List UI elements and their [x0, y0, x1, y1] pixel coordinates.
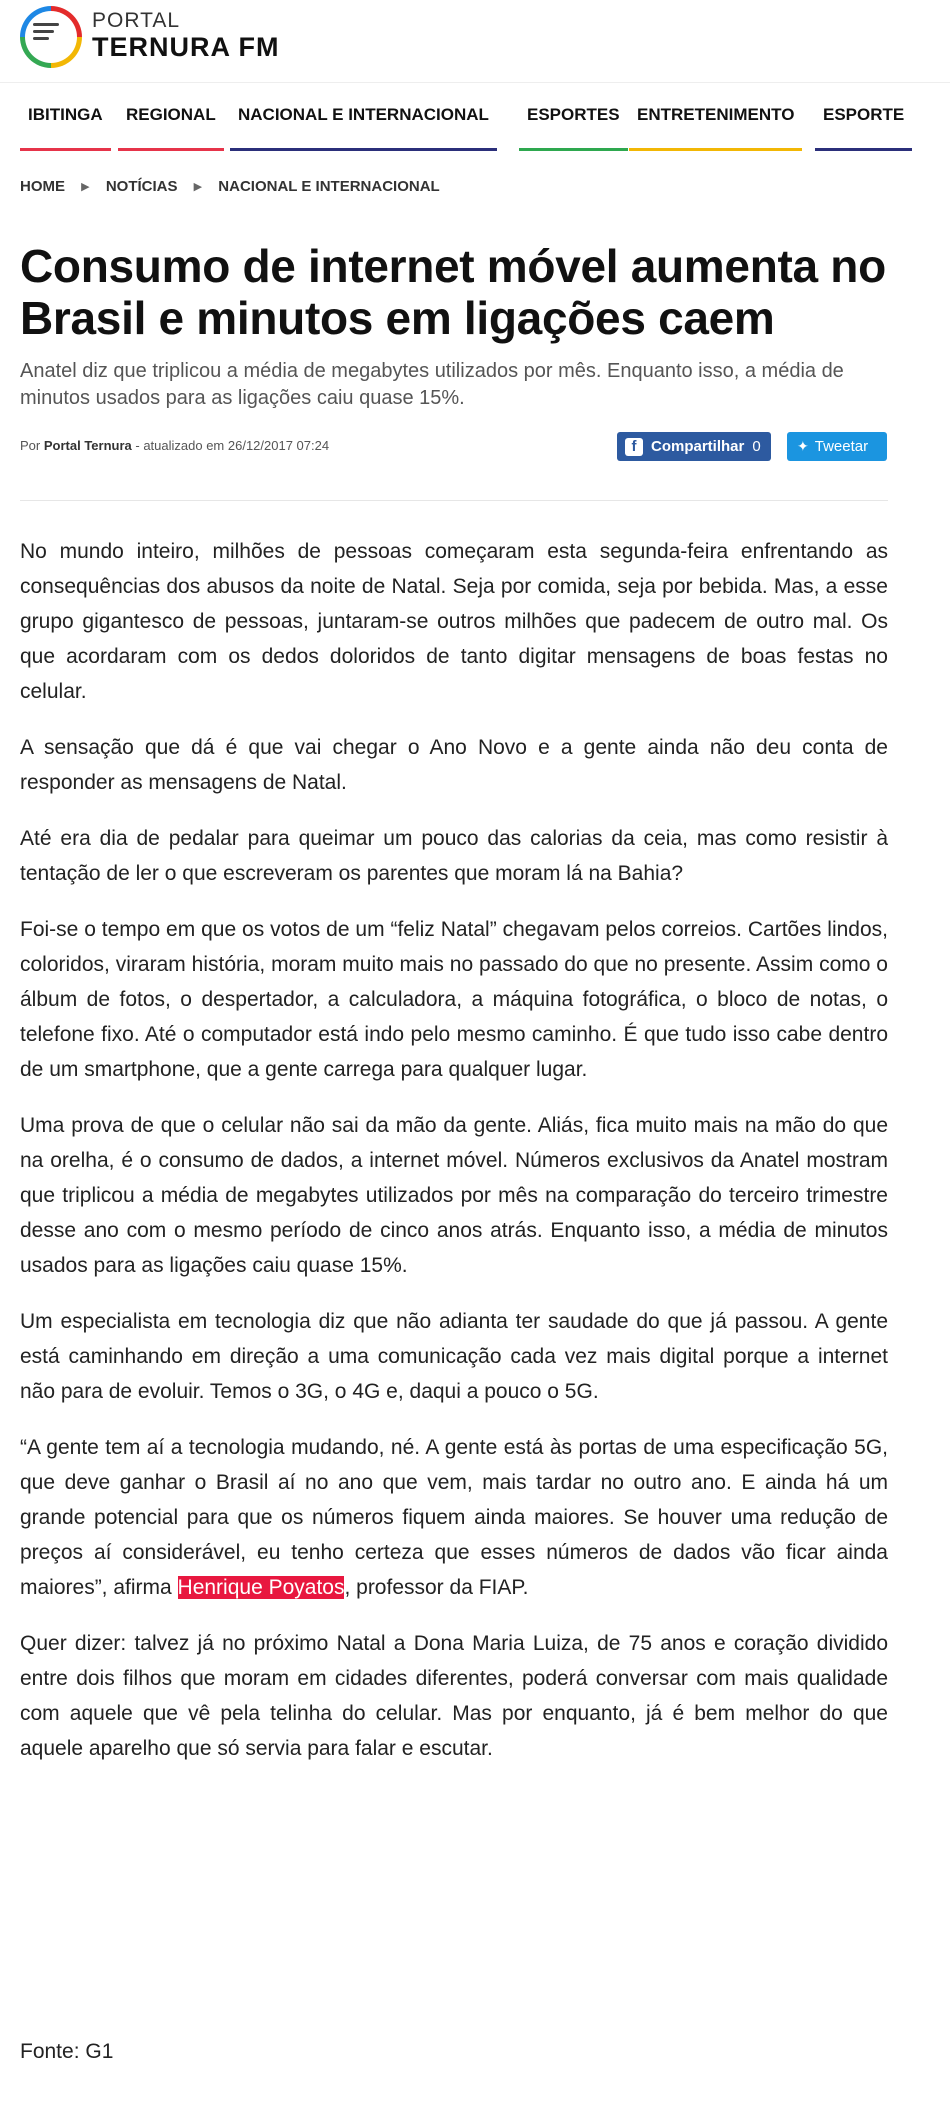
logo-icon[interactable] — [20, 6, 82, 68]
nav-item-label: REGIONAL — [126, 105, 216, 124]
article-author[interactable]: Portal Ternura — [43, 438, 132, 453]
twitter-icon: ✦ — [797, 438, 809, 454]
site-header — [0, 0, 950, 78]
nav-underline — [815, 148, 912, 151]
article-paragraph: Um especialista em tecnologia diz que não adianta ter saudade do que já passou. A gente está caminhando em direção a uma comunicação cada vez mais digital porque a internet não para de evoluir. Temos o 3G, o 4G e, daqui a pouco o 5G. — [20, 1310, 888, 1403]
divider — [20, 500, 888, 501]
nav-underline — [118, 148, 224, 151]
nav-item-label: NACIONAL E INTERNACIONAL — [238, 105, 489, 124]
tweet-button[interactable] — [787, 432, 887, 461]
nav-item-label: ESPORTE — [823, 105, 905, 124]
nav-item-label: IBITINGA — [28, 105, 103, 124]
brand-line2: TERNURA FM — [92, 32, 280, 62]
brand-name[interactable] — [92, 10, 279, 62]
article-paragraph: Foi-se o tempo em que os votos de um “feliz Natal” chegavam pelos correios. Cartões lindos, coloridos, viraram história, moram muito mais no passado do que no presente. Assim como o álbum de fotos, o despertador, a calculadora, a máquina fotográfica, o bloco de notas, o telefone fixo. Até o computador está indo pelo mesmo caminho. É que tudo isso cabe dentro de um smartphone, que a gente carrega para qualquer lugar. — [20, 918, 888, 1081]
article-paragraph: Quer dizer: talvez já no próximo Natal a Dona Maria Luiza, de 75 anos e coração dividido entre dois filhos que moram em cidades diferentes, poderá conversar com mais qualidade com aquele que vê pela telinha do celular. Mas por enquanto, já é bem melhor do que aquele aparelho que só servia para falar e escutar. — [20, 1632, 888, 1760]
article-paragraph: Até era dia de pedalar para queimar um pouco das calorias da ceia, mas como resistir à tentação de ler o que escreveram os parentes que moram lá na Bahia? — [20, 827, 888, 885]
meta-updated: - atualizado em 26/12/2017 07:24 — [135, 438, 330, 453]
nav-item-label: ENTRETENIMENTO — [637, 105, 795, 124]
main-nav — [0, 82, 950, 155]
nav-item-nacional[interactable] — [238, 105, 489, 151]
article-meta — [20, 438, 329, 453]
nav-item-esporte[interactable] — [823, 105, 904, 151]
facebook-icon: f — [625, 438, 643, 456]
article-paragraph: Uma prova de que o celular não sai da mão da gente. Aliás, fica muito mais na mão do que na orelha, é o consumo de dados, a internet móvel. Números exclusivos da Anatel mostram que triplicou a média de megabytes utilizados por mês na comparação do terceiro trimestre desse ano com o mesmo período de cinco anos atrás. Enquanto isso, a média de minutos usados para as ligações caiu quase 15%. — [20, 1114, 888, 1277]
chevron-right-icon: ▶ — [81, 181, 90, 193]
share-count: 0 — [752, 438, 761, 455]
nav-underline — [20, 148, 111, 151]
article-paragraph: A sensação que dá é que vai chegar o Ano Novo e a gente ainda não deu conta de responder as mensagens de Natal. — [20, 736, 888, 794]
nav-item-esportes[interactable] — [527, 105, 620, 151]
brand-line1: PORTAL — [92, 9, 181, 32]
breadcrumb-nacional[interactable]: NACIONAL E INTERNACIONAL — [218, 178, 440, 195]
quote-after: , professor da FIAP. — [344, 1576, 529, 1599]
nav-item-ibitinga[interactable] — [28, 105, 103, 151]
nav-underline — [230, 148, 497, 151]
nav-underline — [629, 148, 802, 151]
nav-underline — [519, 148, 628, 151]
meta-prefix: Por — [20, 438, 41, 453]
article-body — [20, 534, 888, 1787]
quote-paragraph — [20, 1430, 888, 1605]
nav-item-regional[interactable] — [126, 105, 216, 151]
share-label: Compartilhar — [651, 438, 745, 455]
breadcrumb-noticias[interactable]: NOTÍCIAS — [105, 178, 178, 195]
breadcrumb-home[interactable]: HOME — [20, 178, 65, 195]
tweet-label: Tweetar — [814, 438, 869, 455]
nav-item-label: ESPORTES — [527, 105, 620, 124]
breadcrumb — [20, 178, 440, 195]
facebook-share-button[interactable] — [617, 432, 771, 461]
quote-text: “A gente tem aí a tecnologia mudando, né. A gente está às portas de uma especificação 5G, que deve ganhar o Brasil aí no ano que vem, mais tardar no outro ano. E ainda há um grande potencial para que os números fiquem ainda maiores. Se houver uma redução de preços aí considerável, eu tenho certeza que esses números de dados vão ficar ainda maiores”, afirma — [20, 1436, 888, 1599]
article-paragraph: No mundo inteiro, milhões de pessoas começaram esta segunda-feira enfrentando as consequências dos abusos da noite de Natal. Seja por comida, seja por bebida. Mas, a esse grupo gigantesco de pessoas, juntaram-se outros milhões que padecem de outro mal. Os que acordaram com os dedos doloridos de tanto digitar mensagens de boas festas no celular. — [20, 540, 888, 703]
article-source: Fonte: G1 — [20, 2040, 114, 2063]
article-subtitle: Anatel diz que triplicou a média de megabytes utilizados por mês. Enquanto isso, a média de minutos usados para as ligações caiu quase 15%. — [20, 360, 844, 409]
article-title: Consumo de internet móvel aumenta no Brasil e minutos em ligações caem — [20, 240, 886, 344]
nav-item-entretenimento[interactable] — [637, 105, 794, 151]
chevron-right-icon: ▶ — [193, 181, 203, 193]
highlighted-name: Henrique Poyatos — [177, 1576, 345, 1599]
